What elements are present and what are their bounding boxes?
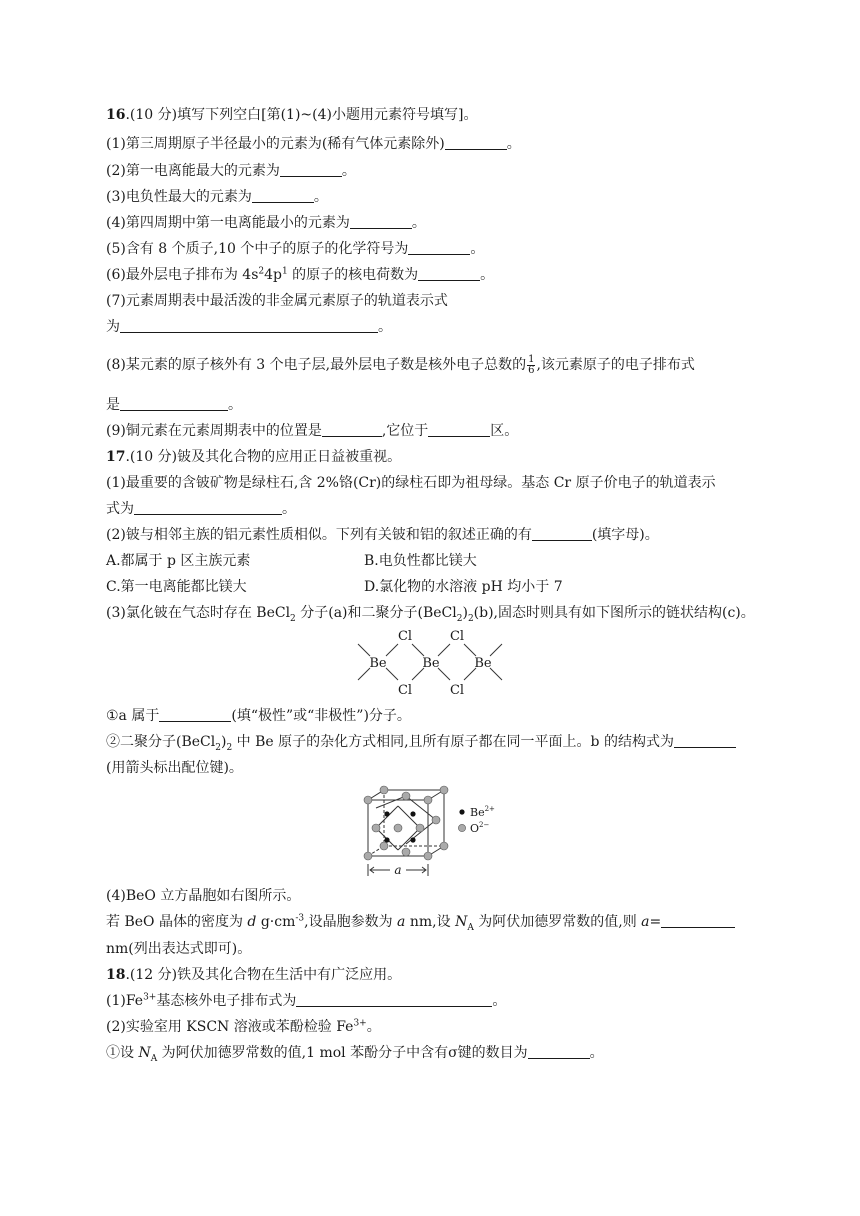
lattice-parameter-label: a [394,863,402,877]
q17-part-4-formula: 若 BeO 晶体的密度为 d $g\cdot cm^{-3}$,设晶胞参数为 a nm,设 $N_A$ 为阿伏加德罗常数的值,则 a= [106,912,735,932]
answer-blank[interactable] [296,992,492,1007]
q16-item-3: (3)电负性最大的元素为 。 [106,189,328,205]
q17-heading: 17.(10 分)铍及其化合物的应用正日益被重视。 [106,449,402,465]
q16-item-6: (6)最外层电子排布为 $4s^24p^1$ 的原子的核电荷数为 。 [106,266,495,283]
answer-blank[interactable] [418,266,480,281]
atom-be: Be [422,656,440,671]
q17-options-row-1 [106,551,477,571]
option-d[interactable]: D.氯化物的水溶液 pH 均小于 7 [364,579,563,595]
q16-item-9: (9)铜元素在元素周期表中的位置是 ,它位于 区。 [106,423,519,439]
q17-part-1a: (1)最重要的含铍矿物是绿柱石,含 2%铬(Cr)的绿柱石即为祖母绿。基态 Cr 原子价电子的轨道表示 [106,475,716,491]
atom-cl: Cl [397,683,413,698]
q17-part-1b: 式为 。 [106,501,296,517]
q17-part-3: (3)氯化铍在气态时存在 BeCl$_2$ 分子(a)和二聚分子$(BeCl_2)_2(b)$,固态时则具有如下图所示的链状结构(c)。 [106,605,755,624]
atom-be: Be [369,656,387,671]
q16-item-8a: (8)某元素的原子核外有 3 个电子层,最外层电子数是核外电子总数的 $\frac{1}{6}$ ,该元素原子的电子排布式 [106,353,695,376]
answer-blank[interactable] [528,1044,590,1059]
answer-blank[interactable] [350,214,412,229]
atom-cl: Cl [449,629,465,644]
q18-part-1: $(1)Fe^{3+}$基态核外电子排布式为 。 [106,992,507,1009]
q17-options-row-2 [106,577,563,597]
answer-blank[interactable] [532,526,592,541]
answer-blank[interactable] [674,733,736,748]
q16-item-8b: 是 。 [106,397,242,413]
answer-blank[interactable] [252,188,314,203]
legend-o: $O^{2-}$ [470,821,490,835]
legend-be: $Be^{2+}$ [470,805,495,819]
answer-blank[interactable] [134,500,282,515]
q17-part-2: (2)铍与相邻主族的铝元素性质相似。下列有关铍和铝的叙述正确的有 (填字母)。 [106,527,659,543]
atom-be: Be [474,656,492,671]
answer-blank[interactable] [159,707,231,722]
q16-item-1: (1)第三周期原子半径最小的元素为(稀有气体元素除外) 。 [106,136,521,152]
answer-blank[interactable] [428,422,490,437]
option-b[interactable]: B.电负性都比镁大 [364,553,477,569]
q17-part-4: (4)BeO 立方晶胞如右图所示。 [106,888,301,904]
q18-part-2: (2)实验室用 KSCN 溶液或苯酚检验 $Fe^{3+}$。 [106,1018,381,1035]
q18-heading: 18.(12 分)铁及其化合物在生活中有广泛应用。 [106,967,402,983]
q16-item-4: (4)第四周期中第一电离能最小的元素为 。 [106,215,426,231]
answer-blank[interactable] [661,913,735,928]
q16-item-7b: 为 。 [106,319,392,335]
q18-sub-1: ①设 $N_A$ 为阿伏加德罗常数的值,1 mol 苯酚分子中含有σ键的数目为 。 [106,1045,604,1064]
atom-cl: Cl [449,683,465,698]
answer-blank[interactable] [280,162,342,177]
q16-item-2: (2)第一电离能最大的元素为 。 [106,163,356,179]
answer-blank[interactable] [322,422,382,437]
q17-sub-2a: ②二聚分子$(BeCl_2)_2$ 中 Be 原子的杂化方式相同,且所有原子都在同一平面上。b 的结构式为 [106,732,736,752]
beo-unit-cell-diagram [356,784,506,880]
answer-blank[interactable] [445,135,507,150]
answer-blank[interactable] [408,240,470,255]
atom-cl: Cl [397,629,413,644]
fraction: $\frac{1}{6}$ [528,353,535,376]
option-a[interactable]: A.都属于 p 区主族元素 [106,553,251,569]
q17-part-4-note: nm(列出表达式即可)。 [106,941,252,957]
q17-sub-2b: (用箭头标出配位键)。 [106,760,243,776]
becl2-chain-diagram [350,626,510,698]
q16-item-7a: (7)元素周期表中最活泼的非金属元素原子的轨道表示式 [106,293,448,309]
option-c[interactable]: C.第一电离能都比镁大 [106,579,247,595]
q17-sub-1: ①a 属于 (填“极性”或“非极性”)分子。 [106,708,411,724]
q16-heading: 16.(10 分)填写下列空白[第(1)~(4)小题用元素符号填写]。 [106,107,478,123]
answer-blank[interactable] [120,318,378,333]
q16-item-5: (5)含有 8 个质子,10 个中子的原子的化学符号为 。 [106,241,485,257]
answer-blank[interactable] [120,396,228,411]
